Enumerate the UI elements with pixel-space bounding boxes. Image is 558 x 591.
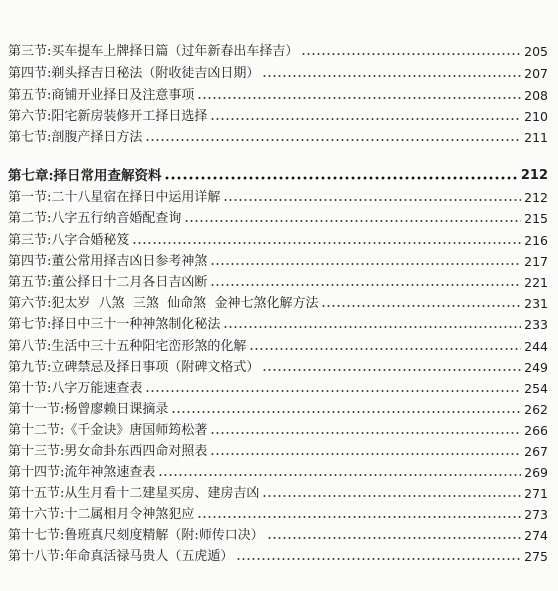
section-title: 八字合婚秘笈 [51, 233, 130, 248]
section-title: 鲁班真尺刻度精解（附:师传口决） [64, 528, 264, 543]
page-number: 212 [524, 190, 548, 205]
section-title: 立碑禁忌及择日事项（附碑文格式） [51, 360, 260, 375]
page-number: 274 [524, 528, 548, 543]
section-number: 第五节: [8, 275, 52, 290]
section-title: 剖腹产择日方法 [51, 130, 143, 145]
toc-entry [8, 545, 548, 565]
page-number: 271 [524, 486, 548, 501]
toc-entry [8, 419, 548, 439]
page-number: 216 [524, 233, 548, 248]
toc-entry [8, 105, 548, 125]
dot-leader [262, 368, 521, 372]
section-number: 第三节: [8, 233, 52, 248]
page-number: 249 [524, 360, 548, 375]
toc-entry [8, 461, 548, 481]
dot-leader [236, 557, 521, 561]
section-title: 董公常用择吉凶日参考神煞 [51, 254, 208, 269]
section-title: 流年神煞速查表 [64, 465, 156, 480]
page-number: 267 [524, 444, 548, 459]
section-number: 第十一节: [8, 402, 65, 417]
chapter-title: 择日常用查解资料 [53, 168, 162, 184]
toc-entry [8, 84, 548, 104]
section-title: 十二属相月令神煞犯应 [64, 507, 195, 522]
section-title: 犯太岁 八煞 三煞 仙命煞 金神七煞化解方法 [51, 296, 319, 311]
toc-entry [8, 186, 548, 206]
section-number: 第四节: [8, 254, 52, 269]
page-number: 266 [524, 423, 548, 438]
section-title: 二十八星宿在择日中运用详解 [51, 190, 221, 205]
section-number: 第十六节: [8, 507, 65, 522]
dot-leader [145, 389, 521, 393]
toc-entry [8, 62, 548, 82]
section-title: 杨曾廖赖日课摘录 [64, 402, 169, 417]
page-number: 205 [524, 44, 548, 59]
section-number: 第二节: [8, 211, 52, 226]
dot-leader [262, 74, 521, 78]
toc-entry [8, 482, 548, 502]
section-title: 商铺开业择日及注意事项 [51, 88, 195, 103]
dot-leader [171, 410, 521, 414]
page-number: 269 [524, 465, 548, 480]
page-number: 233 [524, 317, 548, 332]
section-number: 第八节: [8, 339, 52, 354]
section-title: 八字万能速查表 [51, 381, 143, 396]
section-number: 第十节: [8, 381, 52, 396]
page-number: 215 [524, 211, 548, 226]
toc-entry [8, 503, 548, 523]
toc-entry [8, 313, 548, 333]
dot-leader [158, 473, 521, 477]
toc-entry [8, 40, 548, 60]
section-title: 从生月看十二建星买房、建房吉凶 [64, 486, 260, 501]
section-number: 第十七节: [8, 528, 65, 543]
section-number: 第九节: [8, 360, 52, 375]
dot-leader [267, 536, 521, 540]
section-title: 八字五行纳音婚配查询 [51, 211, 182, 226]
section-number: 第十四节: [8, 465, 65, 480]
toc-entry [8, 292, 548, 312]
page-number: 212 [520, 168, 548, 183]
page-number: 244 [524, 339, 548, 354]
section-number: 第十三节: [8, 444, 65, 459]
toc-entry [8, 524, 548, 544]
dot-leader [145, 138, 521, 142]
toc-entry [8, 250, 548, 270]
section-number: 第七节: [8, 130, 52, 145]
page-number: 262 [524, 402, 548, 417]
section-number: 第一节: [8, 190, 52, 205]
toc-entry [8, 229, 548, 249]
dot-leader [223, 325, 521, 329]
dot-leader [210, 431, 521, 435]
page-number: 207 [524, 66, 548, 81]
page-number: 275 [524, 549, 548, 564]
page-number: 273 [524, 507, 548, 522]
dot-leader [210, 452, 521, 456]
dot-leader [262, 494, 521, 498]
page-number: 208 [524, 88, 548, 103]
dot-leader [197, 96, 521, 100]
section-number: 第三节: [8, 44, 52, 59]
dot-leader [210, 262, 521, 266]
section-title: 择日中三十一种神煞制化秘法 [51, 317, 221, 332]
page-number: 217 [524, 254, 548, 269]
page-number: 221 [524, 275, 548, 290]
toc-entry [8, 398, 548, 418]
toc-entry [8, 356, 548, 376]
toc-entry [8, 126, 548, 146]
dot-leader [184, 219, 521, 223]
section-title: 《千金诀》唐国师筠松著 [64, 423, 208, 438]
toc-entry [8, 207, 548, 227]
section-title: 阳宅新房装修开工择日选择 [51, 109, 208, 124]
dot-leader [132, 241, 521, 245]
section-number: 第十八节: [8, 549, 65, 564]
section-number: 第十二节: [8, 423, 65, 438]
toc-entry [8, 377, 548, 397]
chapter-number: 第七章: [8, 168, 54, 184]
dot-leader [164, 176, 517, 180]
toc-entry [8, 335, 548, 355]
section-title: 男女命卦东西四命对照表 [64, 444, 208, 459]
toc-entry [8, 271, 548, 291]
toc-entry [8, 440, 548, 460]
dot-leader [249, 347, 521, 351]
section-number: 第六节: [8, 109, 52, 124]
page-number: 211 [524, 130, 548, 145]
page-number: 210 [524, 109, 548, 124]
section-title: 董公择日十二月各日吉凶断 [51, 275, 208, 290]
dot-leader [321, 304, 521, 308]
dot-leader [223, 198, 521, 202]
dot-leader [210, 283, 521, 287]
dot-leader [210, 117, 521, 121]
section-title: 生活中三十五种阳宅峦形煞的化解 [51, 339, 247, 354]
section-number: 第十五节: [8, 486, 65, 501]
section-number: 第七节: [8, 317, 52, 332]
section-title: 年命真活禄马贵人（五虎遁） [64, 549, 234, 564]
section-number: 第四节: [8, 66, 52, 81]
page-number: 254 [524, 381, 548, 396]
dot-leader [197, 515, 521, 519]
dot-leader [301, 52, 521, 56]
section-title: 买车提车上牌择日篇（过年新春出车择吉） [51, 44, 299, 59]
section-number: 第六节: [8, 296, 52, 311]
chapter-entry [8, 164, 548, 184]
page-number: 231 [524, 296, 548, 311]
section-number: 第五节: [8, 88, 52, 103]
section-title: 剃头择吉日秘法（附收徒吉凶日期） [51, 66, 260, 81]
